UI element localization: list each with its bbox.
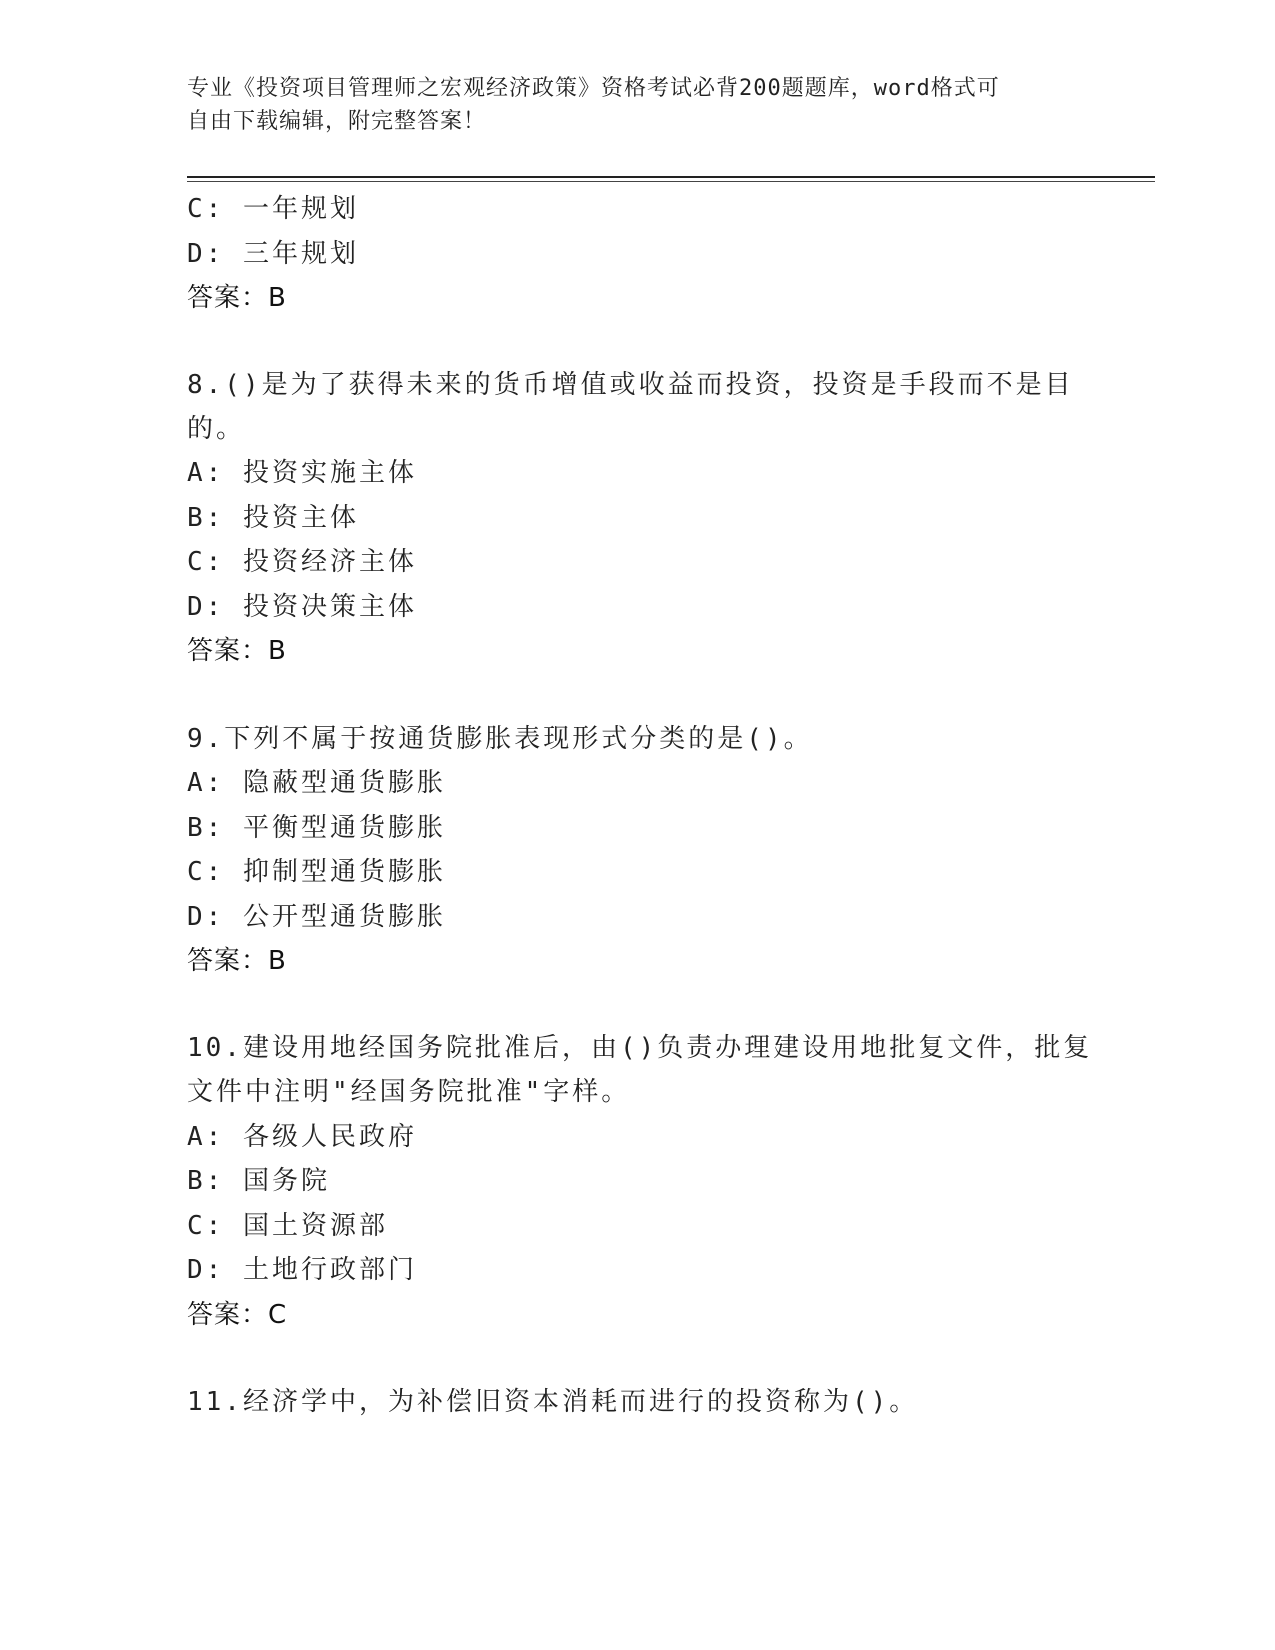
- q11-stem-line-1: 11.经济学中，为补偿旧资本消耗而进行的投资称为()。: [187, 1387, 919, 1417]
- prev-answer: 答案：B: [187, 283, 287, 313]
- q9-answer: 答案：B: [187, 946, 287, 976]
- q9-option-c: C: 抑制型通货膨胀: [187, 857, 446, 887]
- q9-stem-line-1: 9.下列不属于按通货膨胀表现形式分类的是()。: [187, 724, 813, 754]
- q10-stem-line-2: 文件中注明"经国务院批准"字样。: [187, 1077, 631, 1107]
- q9-option-a: A: 隐蔽型通货膨胀: [187, 768, 446, 798]
- q10-option-d: D: 土地行政部门: [187, 1255, 417, 1285]
- q10-option-a: A: 各级人民政府: [187, 1122, 417, 1152]
- document-header: [187, 72, 1067, 138]
- header-divider-thin: [187, 181, 1155, 182]
- q10-stem-line-1: 10.建设用地经国务院批准后，由()负责办理建设用地批复文件，批复: [187, 1033, 1093, 1063]
- header-divider-thick: [187, 176, 1155, 178]
- q8-stem-line-2: 的。: [187, 414, 246, 444]
- header-line-1: 专业《投资项目管理师之宏观经济政策》资格考试必背200题题库，word格式可: [187, 76, 1000, 101]
- header-line-2: 自由下载编辑，附完整答案！: [187, 109, 487, 134]
- q9-option-b: B: 平衡型通货膨胀: [187, 813, 446, 843]
- q8-option-c: C: 投资经济主体: [187, 547, 417, 577]
- q9-option-d: D: 公开型通货膨胀: [187, 902, 446, 932]
- q10-option-c: C: 国土资源部: [187, 1211, 388, 1241]
- prev-option-c: C: 一年规划: [187, 194, 359, 224]
- prev-option-d: D: 三年规划: [187, 239, 359, 269]
- q10-answer: 答案：C: [187, 1300, 288, 1330]
- q8-option-b: B: 投资主体: [187, 503, 359, 533]
- q8-option-a: A: 投资实施主体: [187, 458, 417, 488]
- q8-stem-line-1: 8.()是为了获得未来的货币增值或收益而投资，投资是手段而不是目: [187, 370, 1074, 400]
- q8-option-d: D: 投资决策主体: [187, 592, 417, 622]
- q10-option-b: B: 国务院: [187, 1166, 330, 1196]
- q8-answer: 答案：B: [187, 636, 287, 666]
